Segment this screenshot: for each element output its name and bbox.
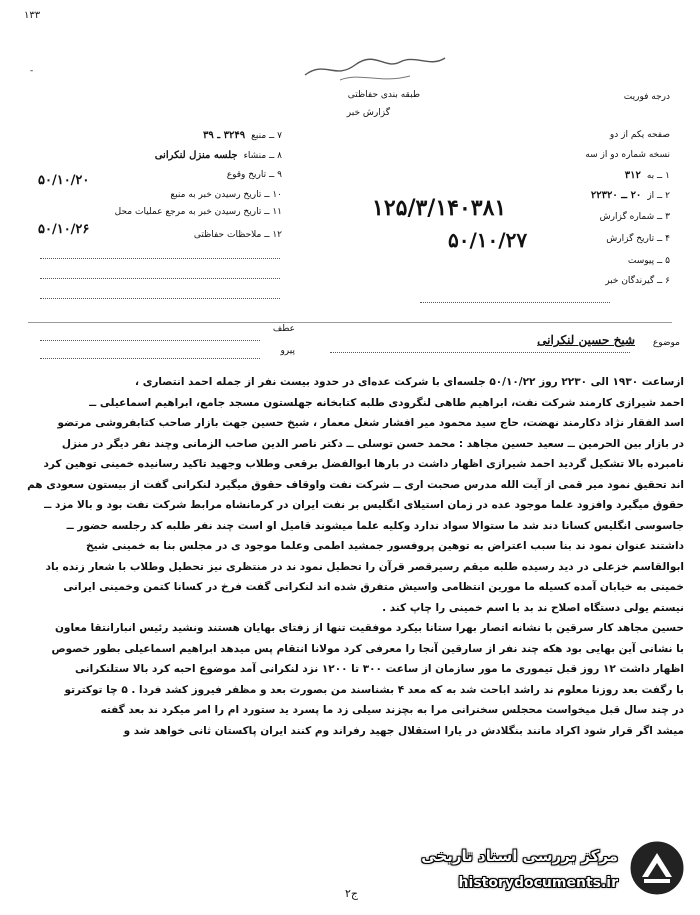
dotted-line — [420, 302, 610, 303]
body-line: میشد اگر قرار شود اکراد مانند بنگلادش در یارا استقلال جهید رفراند وم کنند ایران پاکستان ثانی خواهد شد و — [123, 724, 684, 737]
body-line: نیستم یولی دستگاه اصلاح ند بد با اسم خمینی را چاپ کند . — [382, 601, 684, 614]
dotted-line — [40, 278, 280, 279]
archive-logo-icon — [626, 837, 688, 899]
watermark-title: مرکز بررسی اسناد تاریخی — [421, 847, 618, 865]
field-report-number: ۳ ــ شماره گزارش — [599, 212, 670, 222]
body-line: اظهار داشت ۱۲ روز قبل تیموری ما مور سازمان از ساعت ۳۰۰ تا ۱۲۰۰ نزد لنکرانی آمد موضوع احبه کرد بالا ستلنکرانی — [75, 663, 684, 675]
local-date-value: ۵۰/۱۰/۲۶ — [38, 222, 90, 237]
field-security-notes: ۱۲ ــ ملاحظات حفاظتی — [193, 230, 282, 240]
report-body — [22, 372, 684, 741]
report-number-value: ۱۲۵/۳/۱۴۰۳۸۱ — [372, 195, 507, 221]
event-date-value: ۵۰/۱۰/۲۰ — [38, 173, 90, 188]
body-line: نامبرده بالا تشکیل گردید احمد شیرازی اظهار داشت در بارها ابوالفضل برقعی وطلاب وجهید تاکید رسانیده خمینی توهین کرد — [43, 458, 684, 470]
piro-label: پیرو — [280, 346, 295, 356]
field-from: ۲ ــ از ۲۰ ــ ۲۲۳۲۰ — [590, 190, 670, 201]
dotted-line — [330, 352, 630, 353]
body-line: جاسوسی انگلیس کسانا دند شد ما ستوالا سواد ندارد وکلیه علما میشوند قامیل او است چند نفر طلبه کد رجلسه حضور ــ — [66, 519, 684, 532]
divider — [28, 322, 672, 323]
body-line: ابوالقاسم خزعلی در دید رسیده طلبه میقم رسیرقصر قرآن را تحطیل نمود ند در منتظری نیز تحطیل وطلاب با شعار زنده باد — [45, 560, 684, 573]
body-line: با نشانی آین بهایی بود هکه چند نفر از سارقین آنجا را معرفی کرد مولانا انتقام پس میدهد ابراهیم اسماعیلی بطور خصوص — [51, 642, 684, 655]
dotted-line — [40, 298, 280, 299]
field-report-date: ۴ ــ تاریخ گزارش — [606, 234, 670, 244]
field-page: صفحه یکم از دو — [609, 130, 670, 140]
field-recipients: ۶ ــ گیرندگان خبر — [605, 276, 670, 286]
watermark — [398, 837, 688, 907]
footer-scribble: ج۲ — [345, 887, 359, 900]
body-line: با رگفت بعد روزنا معلوم ند راشد اباحت شد به که معد ۴ بشناسند من بصورت بعد و مظفر فیروز کشد فردا . ۵ چا توکترتو — [64, 683, 684, 696]
field-source: ۷ ــ منبع ۳۲۴۹ ـ ۳۹ — [202, 130, 282, 141]
body-line: اسد الفقار نژاد دکارمند نهضت، حاج سید محمود میر افشار شغل معمار ، شیخ حسین جهت بازار صاحب کتابفروشی مرتضو — [57, 417, 684, 429]
body-line: حسین مجاهد کار سرقین با نشانه اتصار بهرا ستانا بیکرد موفقیت تنها از زفتای بهایان هستند ونشید رئیس انبارانتقا معاون — [54, 622, 684, 634]
watermark-url: historydocuments.ir — [458, 875, 618, 891]
subject-label: موضوع — [652, 338, 680, 348]
org-line-2: گزارش خبر — [346, 108, 390, 118]
top-left-mark: ۱۳۳ — [24, 10, 41, 21]
top-signature-scribble — [300, 50, 450, 90]
body-line: حقوق میگیرد وافزود علما موجود عده در زمان استیلای انگلیس بر نفت ایران در کرمانشاه مرابط شرکت نفت بود و بالا مزد ــ — [44, 499, 684, 511]
field-to: ۱ ــ به ۳۱۲ — [624, 170, 670, 181]
body-line: در چند سال قبل میخواست محجلس سخنرانی مرا به بچزند سیلی زد ما پسرد ید ستورد ام را امر میکرد ند بعد گفته — [100, 704, 684, 716]
dotted-line — [40, 358, 260, 359]
body-line: اند تحقیق نمود میر قمی از آیت الله مدرس صحبت اری ــ شرکت نفت واوقاف حقوق میگیرد لنکرانی گفت از بیستون سعودی هم — [27, 478, 684, 491]
field-copy: نسخه شماره دو از سه — [585, 150, 670, 160]
field-origin: ۸ ــ منشاء جلسه منزل لنکرانی — [154, 150, 282, 161]
subject-value: شیخ حسین لنکرانی — [537, 333, 635, 347]
field-event-date: ۹ ــ تاریخ وقوع — [226, 170, 282, 180]
field-source-date: ۱۰ ــ تاریخ رسیدن خبر به منبع — [170, 190, 282, 200]
atf-label: عطف — [272, 324, 295, 334]
field-attachment: ۵ ــ پیوست — [627, 256, 670, 266]
body-line: داشتند عنوان نمود ند بنا سبب اعتراض به توهین پروفسور جمشید اطمی وعلما موجود ی در مجلس بنا به خمینی شیخ — [86, 540, 684, 552]
body-line: خمینی به خیابان آمده کسیله ما مورین انتظامی واسیش متفرق شده اند لنکرانی گفت فرخ در کسانا کتمن وخمینی ایرانی — [63, 581, 684, 593]
top-left-dash: - — [30, 66, 34, 76]
body-line: ازساعت ۱۹۳۰ الی ۲۲۳۰ روز ۵۰/۱۰/۲۲ جلسه‌ای با شرکت عده‌ای در حدود بیست نفر از جمله احمد انتصاری ، — [135, 376, 684, 388]
org-line-1: طبقه بندی حفاظتی — [347, 90, 420, 100]
dotted-line — [40, 340, 260, 341]
body-line: در بازار بین الحرمین ــ سعید حسین مجاهد : محمد حسن توسلی ــ دکتر ناصر الدین صاحب الزمانی وچند نفر دیگر در منزل — [61, 437, 684, 450]
dotted-line — [40, 258, 280, 259]
urgency-label: درجه فوریت — [623, 92, 670, 102]
body-line: احمد شیرازی کارمند شرکت نفت، ابراهیم طاهی لنگرودی طلبه کتابخانه جهلستون مسجد جامع، ابراهیم اسماعیلی ــ — [89, 396, 684, 409]
report-date-value: ۵۰/۱۰/۲۷ — [448, 228, 528, 252]
field-local-date: ۱۱ ــ تاریخ رسیدن خبر به مرجع عملیات محل — [114, 207, 282, 217]
